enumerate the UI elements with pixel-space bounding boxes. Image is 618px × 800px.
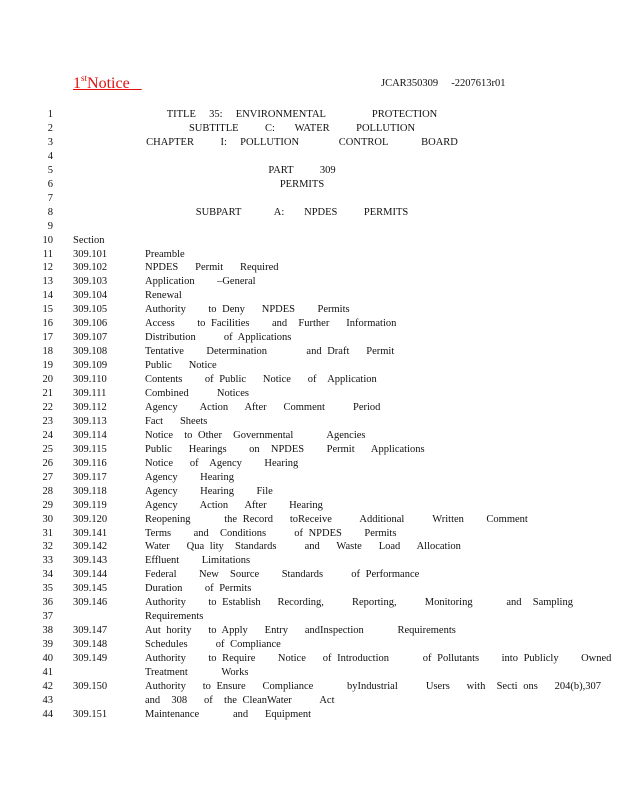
heading-text: PART 309 [268, 164, 336, 176]
section-title: and 308 of the CleanWater Act [145, 694, 335, 706]
line-number: 38 [42, 625, 53, 637]
line-number: 20 [42, 374, 53, 386]
section-title: Contents of Public Notice of Application [145, 374, 377, 386]
section-title: Preamble [145, 248, 185, 260]
document-line [0, 610, 618, 624]
document-line [0, 317, 618, 331]
line-number: 3 [47, 136, 53, 148]
section-number: 309.143 [73, 555, 108, 567]
section-title: Distribution of Applications [145, 332, 292, 344]
section-title: Duration of Permits [145, 583, 252, 595]
document-line [0, 485, 618, 499]
section-title: Federal New Source Standards of Performance [145, 569, 420, 581]
line-number: 19 [42, 360, 53, 372]
document-line [0, 708, 618, 722]
document-line [0, 624, 618, 638]
line-number: 24 [42, 429, 53, 441]
section-title: Agency Action After Comment Period [145, 401, 381, 413]
line-number: 35 [42, 583, 53, 595]
section-number: 309.117 [73, 471, 107, 483]
line-number: 11 [42, 248, 53, 260]
section-title: Application –General [145, 276, 256, 288]
document-line [0, 499, 618, 513]
line-number: 12 [42, 262, 53, 274]
document-line [0, 108, 618, 122]
document-line [0, 345, 618, 359]
jcar-reference: JCAR350309 -2207613r01 [381, 78, 506, 89]
section-number: 309.150 [73, 680, 108, 692]
document-line [0, 150, 618, 164]
section-number: 309.105 [73, 304, 108, 316]
section-number: 309.116 [73, 457, 107, 469]
section-number: 309.145 [73, 583, 108, 595]
line-number: 26 [42, 457, 53, 469]
document-line [0, 666, 618, 680]
section-number: 309.101 [73, 248, 108, 260]
line-number: 32 [42, 541, 53, 553]
line-number: 6 [47, 178, 53, 190]
line-number: 37 [42, 611, 53, 623]
section-title: Authority to Require Notice of Introduction of Pollutants into Publicly Owned [145, 653, 612, 665]
heading-text: TITLE 35: ENVIRONMENTAL PROTECTION [166, 109, 438, 120]
line-number: 39 [42, 639, 53, 651]
section-number: 309.149 [73, 653, 108, 665]
document-line [0, 303, 618, 317]
document-line [0, 192, 618, 206]
section-number: 309.115 [73, 443, 107, 455]
section-number: 309.146 [73, 597, 108, 609]
section-number: 309.151 [73, 708, 108, 720]
document-line [0, 122, 618, 136]
document-line [0, 471, 618, 485]
section-title: Water Qua lity Standards and Waste Load Allocation [145, 541, 461, 553]
line-number: 36 [42, 597, 53, 609]
line-number: 34 [42, 569, 53, 581]
section-title: Public Hearings on NPDES Permit Applications [145, 443, 425, 455]
section-number: 309.120 [73, 513, 108, 525]
section-number: 309.118 [73, 485, 107, 497]
document-line [0, 554, 618, 568]
line-number: 29 [42, 499, 53, 511]
heading-text: SUBTITLE C: WATER POLLUTION [188, 122, 416, 134]
section-title: Terms and Conditions of NPDES Permits [145, 527, 397, 539]
document-line [0, 331, 618, 345]
section-title: Agency Hearing File [145, 485, 273, 497]
document-line [0, 234, 618, 248]
document-line [0, 359, 618, 373]
heading-text: PERMITS [279, 178, 325, 190]
section-title: Authority to Deny NPDES Permits [145, 304, 350, 316]
document-line [0, 415, 618, 429]
section-number: 309.108 [73, 346, 108, 358]
section-title: Fact Sheets [145, 415, 208, 427]
section-title: Requirements [145, 611, 204, 623]
section-title: Notice of Agency Hearing [145, 457, 299, 469]
heading-text: SUBPART A: NPDES PERMITS [195, 206, 409, 218]
section-title: Tentative Determination and Draft Permit [145, 346, 395, 358]
line-number: 27 [42, 471, 53, 483]
section-number: 309.112 [73, 401, 107, 413]
document-line [0, 206, 618, 220]
document-line [0, 387, 618, 401]
document-line [0, 261, 618, 275]
line-number: 43 [42, 694, 53, 706]
line-number: 5 [47, 164, 53, 176]
line-number: 13 [42, 276, 53, 288]
document-line [0, 596, 618, 610]
line-number: 44 [42, 708, 53, 720]
section-title: Schedules of Compliance [145, 639, 281, 651]
document-line [0, 638, 618, 652]
section-title: Combined Notices [145, 388, 249, 399]
line-number: 33 [42, 555, 53, 567]
document-line [0, 373, 618, 387]
line-number: 4 [47, 150, 53, 162]
line-number: 22 [42, 401, 53, 413]
document-line [0, 513, 618, 527]
document-line [0, 289, 618, 303]
document-line [0, 540, 618, 554]
section-title: Aut hority to Apply Entry andInspection Requirements [145, 625, 456, 637]
section-number: 309.103 [73, 276, 108, 288]
line-number: 7 [47, 192, 53, 204]
section-number: Section [73, 234, 105, 246]
line-number: 25 [42, 443, 53, 455]
section-number: 309.109 [73, 360, 108, 372]
line-number: 42 [42, 680, 53, 692]
section-number: 309.141 [73, 527, 108, 539]
document-line [0, 136, 618, 150]
document-line [0, 527, 618, 541]
section-title: NPDES Permit Required [145, 262, 279, 274]
section-number: 309.104 [73, 290, 108, 302]
section-number: 309.148 [73, 639, 108, 651]
line-number: 21 [42, 388, 53, 399]
document-line [0, 401, 618, 415]
line-number: 9 [47, 220, 53, 232]
document-line [0, 652, 618, 666]
section-title: Renewal [145, 290, 182, 302]
line-number: 18 [42, 346, 53, 358]
line-number: 17 [42, 332, 53, 344]
section-title: Agency Hearing [145, 471, 234, 483]
document-line [0, 457, 618, 471]
section-number: 309.110 [73, 374, 107, 386]
document-line [0, 582, 618, 596]
document-line [0, 164, 618, 178]
line-number: 14 [42, 290, 53, 302]
line-number: 2 [47, 122, 53, 134]
section-number: 309.113 [73, 415, 107, 427]
line-number: 15 [42, 304, 53, 316]
document-line [0, 680, 618, 694]
document-line [0, 568, 618, 582]
section-number: 309.107 [73, 332, 108, 344]
section-title: Notice to Other Governmental Agencies [145, 429, 366, 441]
line-number: 30 [42, 513, 53, 525]
line-number: 31 [42, 527, 53, 539]
document-line [0, 248, 618, 262]
section-number: 309.106 [73, 318, 108, 330]
line-number: 1 [47, 109, 53, 120]
section-number: 309.111 [73, 388, 107, 399]
section-title: Reopening the Record toReceive Additional Written Comment [145, 513, 528, 525]
line-number: 10 [42, 234, 53, 246]
section-number: 309.142 [73, 541, 108, 553]
section-number: 309.119 [73, 499, 107, 511]
section-number: 309.102 [73, 262, 108, 274]
line-number: 23 [42, 415, 53, 427]
section-title: Authority to Ensure Compliance byIndustrial Users with Secti ons 204(b),307 [145, 680, 602, 692]
line-number: 28 [42, 485, 53, 497]
section-title: Agency Action After Hearing [145, 499, 323, 511]
section-title: Effluent Limitations [145, 555, 251, 567]
line-number: 16 [42, 318, 53, 330]
document-line [0, 694, 618, 708]
section-number: 309.147 [73, 625, 108, 637]
document-line [0, 220, 618, 234]
line-number: 41 [42, 667, 53, 678]
line-number: 8 [47, 206, 53, 218]
section-number: 309.144 [73, 569, 108, 581]
document-line [0, 429, 618, 443]
section-title: Maintenance and Equipment [145, 708, 312, 720]
section-title: Treatment Works [145, 667, 249, 678]
document-line [0, 443, 618, 457]
first-notice-label: 1stNotice [73, 73, 130, 92]
document-line [0, 178, 618, 192]
line-number: 40 [42, 653, 53, 665]
document-line [0, 275, 618, 289]
section-title: Access to Facilities and Further Information [145, 318, 397, 330]
section-title: Authority to Establish Recording, Reporting, Monitoring and Sampling [145, 597, 573, 609]
heading-text: CHAPTER I: POLLUTION CONTROL BOARD [146, 136, 458, 148]
section-number: 309.114 [73, 429, 107, 441]
section-title: Public Notice [145, 360, 217, 372]
